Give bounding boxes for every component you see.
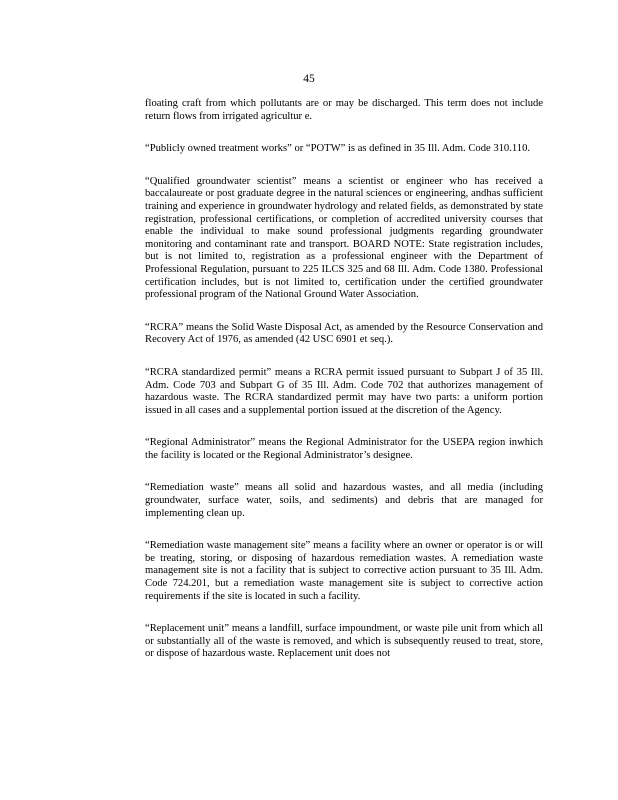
definition-rcra: “RCRA” means the Solid Waste Disposal Act, as amended by the Resource Conservation and Recovery Act of 1976, as amended (42 USC 6901 et seq.).: [145, 321, 543, 346]
definition-rcra-standardized-permit: “RCRA standardized permit” means a RCRA permit issued pursuant to Subpart J of 35 Ill. Adm. Code 703 and Subpart G of 35 Ill. Adm. Code 702 that authorizes management of hazardous waste. The RCRA standardized permit may have two parts: a uniform portion issued in all cases and a supplemental portion issued at the discretion of the Agency.: [145, 366, 543, 416]
paragraph-floating-craft-continuation: floating craft from which pollutants are or may be discharged. This term does not include return flows from irrigated agricultur e.: [145, 98, 543, 122]
page-number: 45: [303, 73, 315, 85]
definition-regional-administrator: “Regional Administrator” means the Regional Administrator for the USEPA region inwhich the facility is located or the Regional Administrator’s designee.: [145, 437, 543, 461]
definition-remediation-waste: “Remediation waste” means all solid and hazardous wastes, and all media (including groundwater, surface water, soils, and sediments) and debris that are managed for implementing clean up.: [145, 482, 543, 519]
definition-potw: “Publicly owned treatment works” or “POTW” is as defined in 35 Ill. Adm. Code 310.110.: [145, 143, 531, 155]
definition-qualified-groundwater-scientist: “Qualified groundwater scientist” means a scientist or engineer who has received a baccalaureate or post graduate degree in the natural sciences or engineering, andhas sufficient training and experience in groundwater hydrology and related fields, as demonstrated by state registration, professional certifications, or completion of accredited university courses that enable the individual to make sound professional judgments regarding groundwater monitoring and contaminant rate and transport. BOARD NOTE: State registration includes, but is not limited to, registration as a professional engineer with the Department of Professional Regulation, pursuant to 225 ILCS 325 and 68 Ill. Adm. Code 1380. Professional certification includes, but is not limited to, certification under the certified groundwater professional program of the National Ground Water Association.: [145, 175, 543, 301]
definition-remediation-waste-management-site: “Remediation waste management site” means a facility where an owner or operator is or will be treating, storing, or disposing of hazardous remediation wastes. A remediation waste management site is not a facility that is subject to corrective action pursuant to 35 Ill. Adm. Code 724.201, but a remediation waste management site is subject to corrective action requirements if the site is located in such a facility.: [145, 540, 543, 602]
document-body: [145, 98, 543, 681]
definition-replacement-unit: “Replacement unit” means a landfill, surface impoundment, or waste pile unit from which all or substantially all of the waste is removed, and which is subsequently reused to treat, store, or dispose of hazardous waste. Replacement unit does not: [145, 623, 543, 660]
